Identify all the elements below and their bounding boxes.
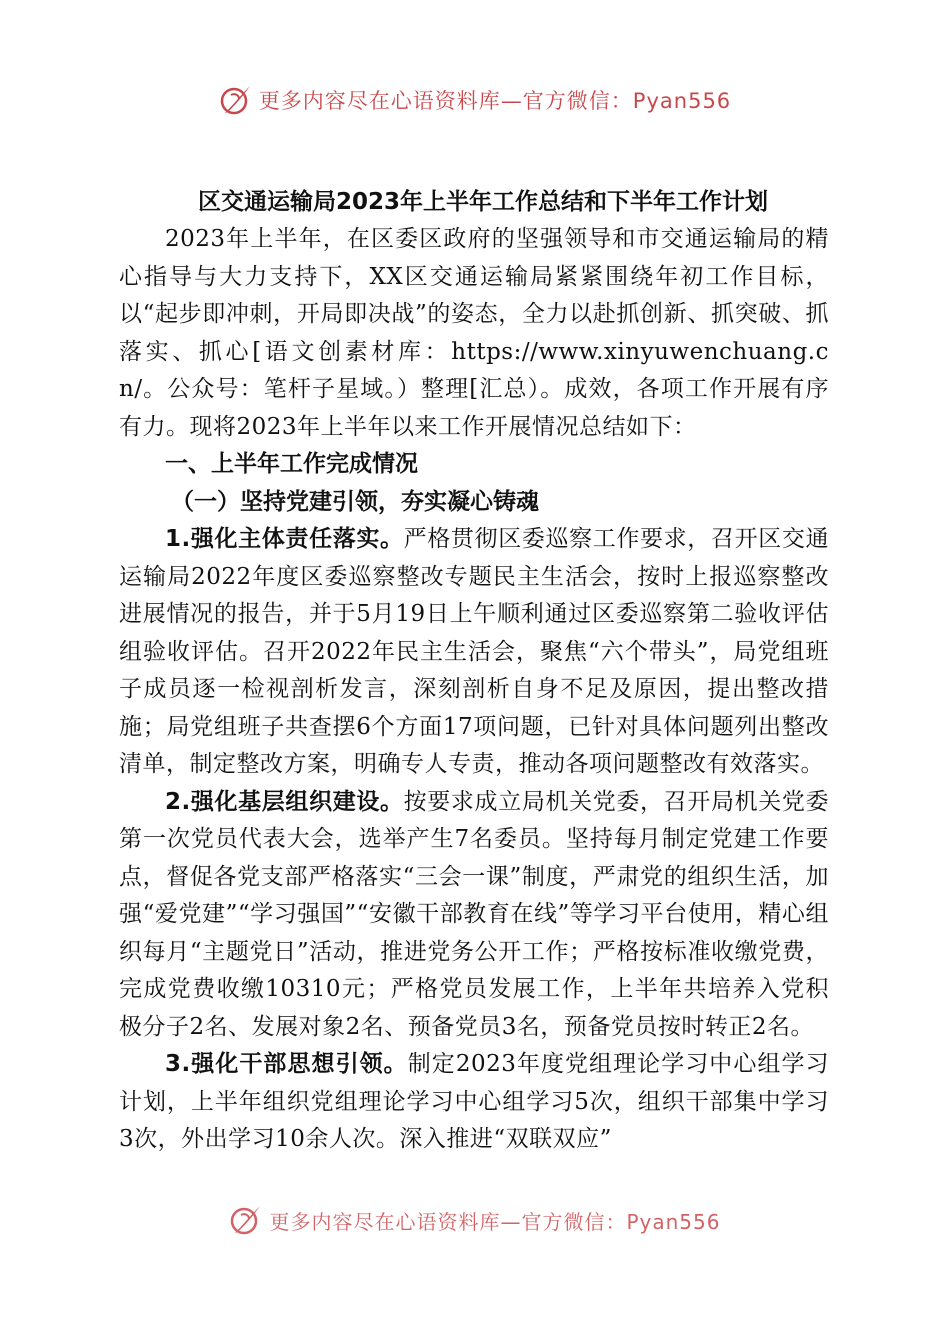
intro-paragraph: 2023年上半年，在区委区政府的坚强领导和市交通运输局的精心指导与大力支持下，XX区交通运输局紧紧围绕年初工作目标，以“起步即冲刺，开局即决战”的姿态，全力以赴抓创新、抓突破、抓落实、抓心[语文创素材库：https://www.xinyuwenchuang.cn/。公众号：笔杆子星域。）整理[汇总）。成效，各项工作开展有序有力。现将2023年上半年以来工作开展情况总结如下： <box>119 226 829 440</box>
header-banner <box>0 78 950 122</box>
document-title: 区交通运输局2023年上半年工作总结和下半年工作计划 <box>197 189 768 215</box>
item-paragraph-1 <box>119 521 829 784</box>
item-body-3: 制定2023年度党组理论学习中心组学习计划，上半年组织党组理论学习中心组学习5次，组织干部集中学习3次，外出学习10余人次。深入推进“双联双应” <box>119 1051 829 1152</box>
quill-logo-icon <box>229 1203 263 1237</box>
item-lead-3: 3.强化干部思想引领。 <box>165 1051 408 1077</box>
footer-banner <box>0 1200 950 1240</box>
item-lead-1: 1.强化主体责任落实。 <box>165 526 404 552</box>
item-lead-2: 2.强化基层组织建设。 <box>165 788 404 815</box>
section-heading: 一、上半年工作完成情况 <box>165 451 418 477</box>
item-paragraph-3 <box>119 1046 829 1159</box>
quill-logo-icon <box>219 83 253 117</box>
footer-banner-text: 更多内容尽在心语资料库—官方微信：Pyan556 <box>269 1209 721 1234</box>
item-body-1: 严格贯彻区委巡察工作要求，召开区交通运输局2022年度区委巡察整改专题民主生活会，按时上报巡察整改进展情况的报告，并于5月19日上午顺利通过区委巡察第二验收评估组验收评估。召开2022年民主生活会，聚焦“六个带头”，局党组班子成员逐一检视剖析发言，深刻剖析自身不足及原因，提出整改措施；局党组班子共查摆6个方面17项问题，已针对具体问题列出整改清单，制定整改方案，明确专人专责，推动各项问题整改有效落实。 <box>119 526 830 777</box>
item-body-2: 按要求成立局机关党委，召开局机关党委第一次党员代表大会，选举产生7名委员。坚持每月制定党建工作要点，督促各党支部严格落实“三会一课”制度，严肃党的组织生活，加强“爱党建”“学习强国”“安徽干部教育在线”等学习平台使用，精心组织每月“主题党日”活动，推进党务公开工作；严格按标准收缴党费，完成党费收缴10310元；严格党员发展工作，上半年共培养入党积极分子2名、发展对象2名、预备党员3名，预备党员按时转正2名。 <box>119 788 830 1040</box>
document-body <box>119 183 829 1159</box>
subsection-heading: （一）坚持党建引领，夯实凝心铸魂 <box>171 488 539 515</box>
item-paragraph-2 <box>119 784 829 1047</box>
header-banner-text: 更多内容尽在心语资料库—官方微信：Pyan556 <box>258 89 732 113</box>
